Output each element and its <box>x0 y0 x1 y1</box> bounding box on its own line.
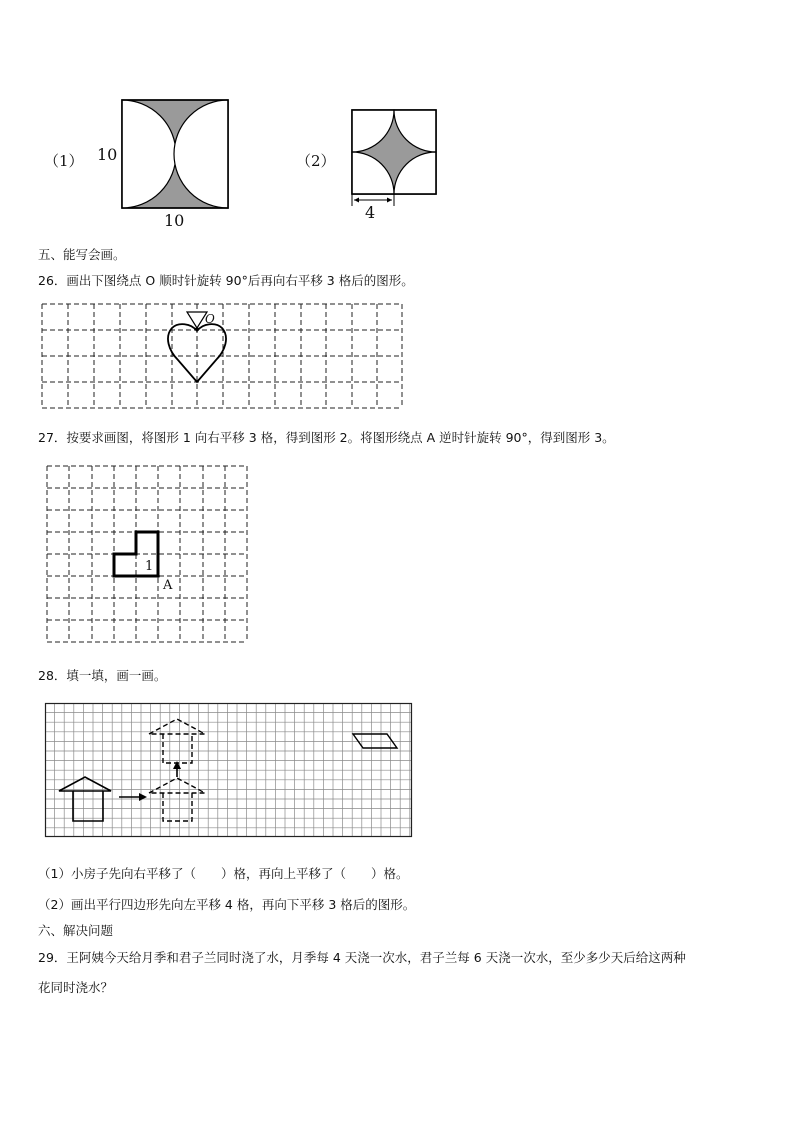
fig2-square-with-quarter-circles <box>352 110 438 214</box>
q27-shape-label: 1 <box>145 559 154 574</box>
fig1-label: （1） <box>44 152 84 170</box>
q28-text: 28．填一填，画一画。 <box>38 668 167 683</box>
fig1-side-label: 10 <box>97 145 118 164</box>
q26-text: 26．画出下图绕点 O 顺时针旋转 90°后再向右平移 3 格后的图形。 <box>38 273 414 288</box>
q26-point-o-label: O <box>205 312 215 326</box>
q29-line1: 29．王阿姨今天给月季和君子兰同时浇了水，月季每 4 天浇一次水，君子兰每 6 天浇一次水，至少多少天后给这两种 <box>38 950 686 965</box>
q27-dashed-grid <box>45 464 251 646</box>
q27-point-a-label: A <box>163 578 173 593</box>
section6-title: 六、解决问题 <box>38 923 114 938</box>
q29-line2: 花同时浇水？ <box>38 980 114 995</box>
q28-square-grid <box>45 703 413 839</box>
q26-heart-shape <box>166 310 228 386</box>
q27-text: 27．按要求画图，将图形 1 向右平移 3 格，得到图形 2。将图形绕点 A 逆时针旋转 90°，得到图形 3。 <box>38 430 615 445</box>
fig2-dim-label: 4 <box>365 203 376 222</box>
q28-sub1: （1）小房子先向右平移了（ ）格，再向上平移了（ ）格。 <box>38 866 409 881</box>
q28-sub2: （2）画出平行四边形先向左平移 4 格，再向下平移 3 格后的图形。 <box>38 897 416 912</box>
fig1-bottom-label: 10 <box>164 211 185 230</box>
fig1-square-with-semicircles <box>122 100 228 208</box>
fig2-label: （2） <box>296 152 336 170</box>
section5-title: 五、能写会画。 <box>38 247 126 262</box>
